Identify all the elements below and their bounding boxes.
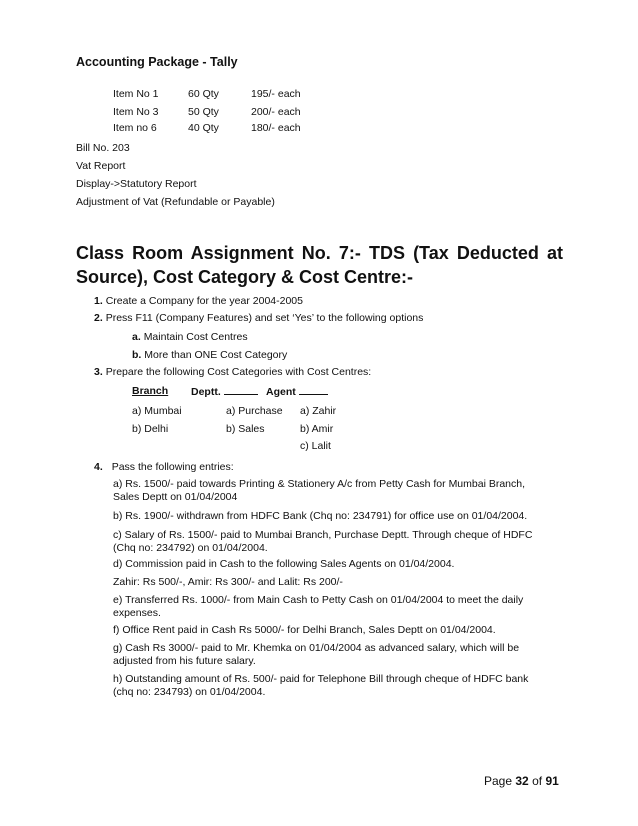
agent-cell: a) Zahir xyxy=(300,405,337,417)
display-statutory-report: Display->Statutory Report xyxy=(76,178,197,190)
item-qty: 50 Qty xyxy=(188,106,219,118)
entry-c: c) Salary of Rs. 1500/- paid to Mumbai Branch, Purchase Deptt. Through cheque of HDFC (Chq no: 234792) on 01/04/2004. xyxy=(113,529,533,554)
entry-a: a) Rs. 1500/- paid towards Printing & Stationery A/c from Petty Cash for Mumbai Branch, Sales Deptt on 01/04/2004 xyxy=(113,478,526,503)
entry-g: g) Cash Rs 3000/- paid to Mr. Khemka on 01/04/2004 as advanced salary, which will be adjusted from his future salary. xyxy=(113,642,520,667)
header-deptt-label: Deptt. xyxy=(191,386,221,398)
item-qty: 60 Qty xyxy=(188,88,219,100)
step-4 xyxy=(94,461,234,473)
assignment-title xyxy=(76,241,563,289)
page-label: Page xyxy=(484,774,513,788)
vat-report: Vat Report xyxy=(76,160,126,172)
step-2b xyxy=(132,349,287,361)
assignment-title-line2: Source), Cost Category & Cost Centre:- xyxy=(76,267,414,287)
step-text: Press F11 (Company Features) and set ‘Yes’ to the following options xyxy=(105,312,424,324)
step-2a xyxy=(132,331,248,343)
vat-adjustment: Adjustment of Vat (Refundable or Payable) xyxy=(76,196,275,208)
deptt-cell: b) Sales xyxy=(226,423,265,435)
total-pages: 91 xyxy=(545,774,559,788)
step-number: 2. xyxy=(94,312,103,324)
of-label: of xyxy=(532,774,543,788)
entry-d: d) Commission paid in Cash to the following Sales Agents on 01/04/2004. xyxy=(113,558,455,570)
agent-cell: b) Amir xyxy=(300,423,334,435)
step-number: 1. xyxy=(94,295,103,307)
blank-line xyxy=(299,385,328,395)
page-number: 32 xyxy=(515,774,529,788)
page-footer xyxy=(484,774,559,788)
step-3 xyxy=(94,366,371,378)
entry-h: h) Outstanding amount of Rs. 500/- paid for Telephone Bill through cheque of HDFC bank (chq no: 234793) on 01/04/2004. xyxy=(113,673,529,698)
package-title: Accounting Package - Tally xyxy=(76,55,238,69)
entry-d-detail: Zahir: Rs 500/-, Amir: Rs 300/- and Lalit: Rs 200/- xyxy=(113,576,343,588)
header-agent-label: Agent xyxy=(266,386,296,398)
option-label: a. xyxy=(132,331,141,343)
agent-cell: c) Lalit xyxy=(300,440,331,452)
entry-e: e) Transferred Rs. 1000/- from Main Cash to Petty Cash on 01/04/2004 to meet the daily expenses. xyxy=(113,594,524,619)
step-number: 3. xyxy=(94,366,103,378)
option-label: b. xyxy=(132,349,142,361)
step-text: Pass the following entries: xyxy=(111,461,234,473)
item-price: 180/- each xyxy=(251,122,301,134)
item-qty: 40 Qty xyxy=(188,122,219,134)
option-text: More than ONE Cost Category xyxy=(144,349,288,361)
option-text: Maintain Cost Centres xyxy=(143,331,248,343)
step-number: 4. xyxy=(94,461,103,473)
header-deptt xyxy=(191,385,258,398)
item-name: Item no 6 xyxy=(113,122,157,134)
step-text: Prepare the following Cost Categories with Cost Centres: xyxy=(105,366,372,378)
deptt-cell: a) Purchase xyxy=(226,405,283,417)
blank-line xyxy=(224,385,258,395)
item-name: Item No 1 xyxy=(113,88,159,100)
branch-cell: b) Delhi xyxy=(132,423,169,435)
branch-cell: a) Mumbai xyxy=(132,405,182,417)
item-price: 200/- each xyxy=(251,106,301,118)
item-price: 195/- each xyxy=(251,88,301,100)
header-branch: Branch xyxy=(132,385,169,397)
item-name: Item No 3 xyxy=(113,106,159,118)
header-agent xyxy=(266,385,328,398)
step-1 xyxy=(94,295,303,307)
entry-f: f) Office Rent paid in Cash Rs 5000/- for Delhi Branch, Sales Deptt on 01/04/2004. xyxy=(113,624,496,636)
step-text: Create a Company for the year 2004-2005 xyxy=(105,295,303,307)
step-2 xyxy=(94,312,423,324)
assignment-title-line1: Class Room Assignment No. 7:- TDS (Tax Deducted at xyxy=(76,243,563,263)
bill-number: Bill No. 203 xyxy=(76,142,130,154)
entry-b: b) Rs. 1900/- withdrawn from HDFC Bank (Chq no: 234791) for office use on 01/04/2004. xyxy=(113,510,528,522)
